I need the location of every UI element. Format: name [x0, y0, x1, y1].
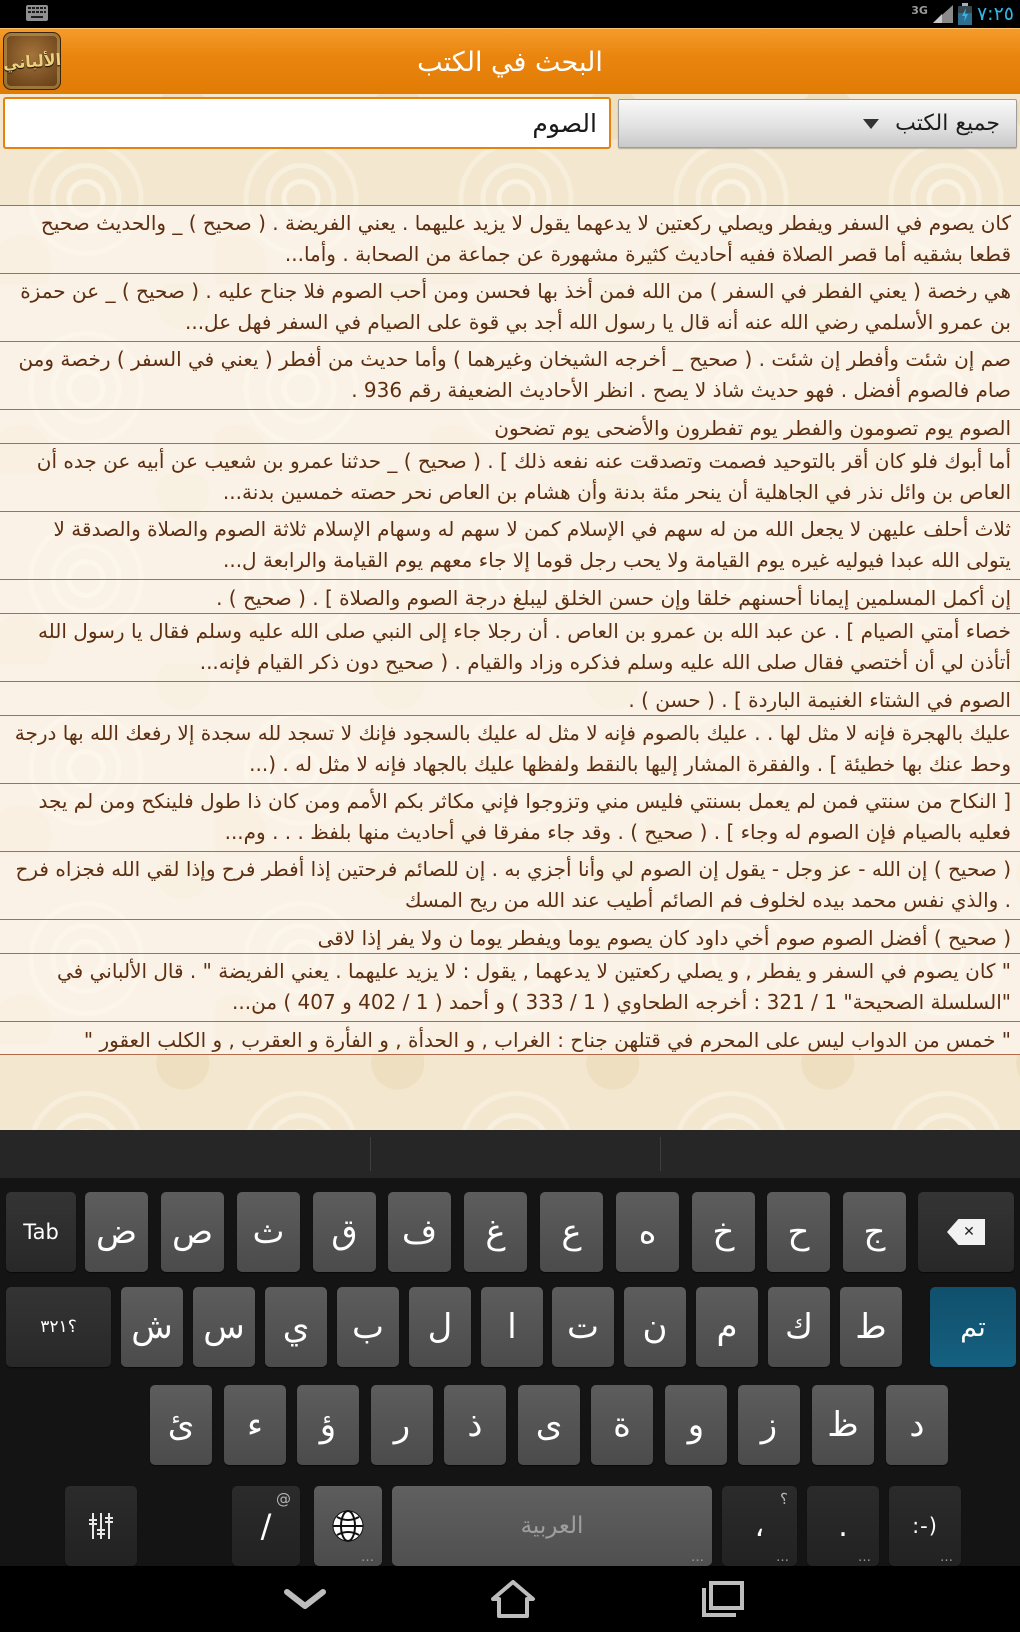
key-letter[interactable]: ص [161, 1192, 224, 1272]
suggestion-divider [660, 1137, 661, 1171]
result-item[interactable]: " كان يصوم في السفر و يفطر , و يصلي ركعتين لا يدعهما , يقول : لا يزيد عليهما . يعني الفريضة " . قال الألباني في "السلسلة الصحيحة" 1 / 321 : أخرجه الطحاوي ( 1 / 333 ) و أحمد ( 1 / 402 و 407 ) من... [0, 953, 1020, 1021]
key-letter[interactable]: ه [616, 1192, 679, 1272]
status-bar [0, 0, 1020, 28]
content-area [0, 94, 1020, 1130]
result-item[interactable]: كان يصوم في السفر ويفطر ويصلي ركعتين لا يدعهما يقول لا يزيد عليهما . يعني الفريضة . ( صحيح ) _ والحديث صحيح قطعا بشقيه أما قصر الصلاة ففيه أحاديث كثيرة مشهورة عن جماعة من الصحابة . وأما... [0, 205, 1020, 273]
result-item[interactable]: الصوم يوم تصومون والفطر يوم تفطرون والأضحى يوم تضحون [0, 409, 1020, 443]
key-letter[interactable]: ئ [150, 1385, 212, 1465]
key-letter[interactable]: س [193, 1287, 255, 1367]
key-letter[interactable]: ث [237, 1192, 300, 1272]
suggestion-divider [370, 1137, 371, 1171]
key-tab[interactable]: Tab [6, 1192, 76, 1272]
key-done[interactable]: تم [930, 1287, 1016, 1367]
result-item[interactable]: أما أبوك فلو كان أقر بالتوحيد فصمت وتصدقت عنه نفعه ذلك ] . ( صحيح ) _ حدثنا عمرو بن شعيب عن أبيه عن جده أن العاص بن وائل نذر في الجاهلية أن ينحر مئة بدنة وأن هشام بن العاص نحر حصته خمسين بدنة... [0, 443, 1020, 511]
settings-sliders-icon [88, 1511, 114, 1541]
key-letter[interactable]: ز [738, 1385, 800, 1465]
key-letter[interactable]: ى [518, 1385, 580, 1465]
key-letter[interactable]: ة [591, 1385, 653, 1465]
app-logo-text: الألباني [2, 49, 62, 73]
key-letter[interactable]: ؤ [297, 1385, 359, 1465]
search-input[interactable] [3, 97, 611, 149]
result-item[interactable]: ( صحيح ) إن الله - عز وجل - يقول إن الصوم لي وأنا أجزي به . إن للصائم فرحتين إذا أفطر فرح وإذا لقي الله فجزاه فرح . والذي نفس محمد بيده لخلوف فم الصائم أطيب عند الله من ريح المسك [0, 851, 1020, 919]
key-letter[interactable]: ض [85, 1192, 148, 1272]
home-button[interactable] [458, 1566, 568, 1632]
key-letter[interactable]: ط [840, 1287, 902, 1367]
keyboard-row-1 [0, 1192, 1020, 1272]
result-item[interactable]: الصوم في الشتاء الغنيمة الباردة ] . ( حسن ) . [0, 681, 1020, 715]
key-letter[interactable]: ب [337, 1287, 399, 1367]
key-letter[interactable]: ح [767, 1192, 830, 1272]
key-letter[interactable]: ت [552, 1287, 614, 1367]
home-icon [490, 1579, 536, 1619]
book-filter-dropdown[interactable] [618, 99, 1017, 148]
book-filter-label: جميع الكتب [895, 111, 1000, 136]
keyboard-status-icon [26, 5, 48, 21]
recents-icon [701, 1580, 745, 1618]
onscreen-keyboard [0, 1130, 1020, 1566]
key-letter[interactable]: ك [768, 1287, 830, 1367]
key-letter[interactable]: ج [843, 1192, 906, 1272]
chevron-down-nav-icon [283, 1588, 327, 1610]
chevron-down-icon [863, 119, 879, 129]
backspace-icon [947, 1219, 985, 1245]
signal-strength-icon [933, 5, 953, 23]
key-backspace[interactable] [918, 1192, 1014, 1272]
key-letter[interactable]: غ [464, 1192, 527, 1272]
key-letter[interactable]: ف [388, 1192, 451, 1272]
key-letter[interactable]: ش [121, 1287, 183, 1367]
result-item[interactable]: ثلاث أحلف عليهن لا يجعل الله من له سهم في الإسلام كمن لا سهم له وسهام الإسلام ثلاثة الصوم والصلاة والصدقة لا يتولى الله عبدا فيوليه غيره يوم القيامة ولا يحب رجل قوما إلا جاء معهم يوم القيامة والرابعة ل... [0, 511, 1020, 579]
key-slash[interactable]: @ / [232, 1486, 300, 1566]
key-letter[interactable]: ق [313, 1192, 376, 1272]
page-title: البحث في الكتب [417, 46, 603, 78]
key-letter[interactable]: ر [371, 1385, 433, 1465]
recents-button[interactable] [668, 1566, 778, 1632]
back-button[interactable] [250, 1566, 360, 1632]
key-letter[interactable]: ذ [444, 1385, 506, 1465]
network-type-label: 3G [911, 3, 928, 17]
result-item[interactable]: [ النكاح من سنتي فمن لم يعمل بسنتي فليس مني وتزوجوا فإني مكاثر بكم الأمم ومن كان ذا طول فلينكح ومن لم يجد فعليه بالصيام فإن الصوم له وجاء ] . ( صحيح ) . وقد جاء مفرقا في أحاديث منها بلفظ . . . وم... [0, 783, 1020, 851]
key-letter[interactable]: ء [224, 1385, 286, 1465]
keyboard-row-4 [0, 1486, 1020, 1566]
keyboard-row-3 [0, 1385, 1020, 1465]
app-header [0, 28, 1020, 94]
key-smiley[interactable]: :-) … [889, 1486, 961, 1566]
keyboard-row-2 [0, 1287, 1020, 1367]
result-item[interactable]: خصاء أمتي الصيام ] . عن عبد الله بن عمرو بن العاص . أن رجلا جاء إلى النبي صلى الله عليه وسلم فقال يا رسول الله أتأذن لي أن أختصي فقال صلى الله عليه وسلم فذكره وزاد والقيام . ( صحيح دون ذكر القيام فإنه... [0, 613, 1020, 681]
key-letter[interactable]: ل [409, 1287, 471, 1367]
key-language-globe[interactable] [314, 1486, 382, 1566]
suggestion-strip [0, 1130, 1020, 1178]
key-letter[interactable]: م [696, 1287, 758, 1367]
search-results-list [0, 205, 1020, 1055]
globe-icon [331, 1509, 365, 1543]
key-symbols[interactable]: ؟٣٢١ [6, 1287, 111, 1367]
key-letter[interactable]: و [665, 1385, 727, 1465]
key-letter[interactable]: ا [481, 1287, 543, 1367]
key-comma[interactable]: ؟ ، … [722, 1486, 797, 1566]
result-item[interactable]: ( صحيح ) أفضل الصوم صوم أخي داود كان يصوم يوما ويفطر يوما ن ولا يفر إذا لاقى [0, 919, 1020, 953]
result-item[interactable]: هي رخصة ( يعني الفطر في السفر ) من الله فمن أخذ بها فحسن ومن أحب الصوم فلا جناح عليه . ( صحيح ) _ عن حمزة بن عمرو الأسلمي رضي الله عنه أنه قال يا رسول الله أجد بي قوة على الصيام في السفر فهل عل... [0, 273, 1020, 341]
system-nav-bar [0, 1566, 1020, 1632]
result-item[interactable]: " خمس من الدواب ليس على المحرم في قتلهن جناح : الغراب , و الحدأة , و الفأرة و العقرب , و الكلب العقور " [0, 1021, 1020, 1055]
clock: ٧:٢٥ [976, 3, 1014, 25]
key-letter[interactable]: ي [265, 1287, 327, 1367]
key-space[interactable]: العربية … [392, 1486, 712, 1566]
key-settings[interactable] [65, 1486, 137, 1566]
key-letter[interactable]: ن [624, 1287, 686, 1367]
key-letter[interactable]: د [886, 1385, 948, 1465]
result-item[interactable]: إن أكمل المسلمين إيمانا أحسنهم خلقا وإن حسن الخلق ليبلغ درجة الصوم والصلاة ] . ( صحيح ) . [0, 579, 1020, 613]
result-item[interactable]: عليك بالهجرة فإنه لا مثل لها . . عليك بالصوم فإنه لا مثل له عليك بالسجود فإنك لا تسجد لله سجدة إلا رفعك الله بها درجة وحط عنك بها خطيئة ] . والفقرة المشار إليها بالنقط ولفظها عليك بالجهاد فإنه لا مثل له . (... [0, 715, 1020, 783]
result-item[interactable]: صم إن شئت وأفطر إن شئت . ( صحيح _ أخرجه الشيخان وغيرهما ) وأما حديث من أفطر ( يعني في السفر ) رخصة ومن صام فالصوم أفضل . فهو حديث شاذ لا يصح . انظر الأحاديث الضعيفة رقم 936 . [0, 341, 1020, 409]
key-period[interactable]: . … [807, 1486, 879, 1566]
key-letter[interactable]: خ [692, 1192, 755, 1272]
battery-charging-icon [958, 3, 972, 25]
key-letter[interactable]: ظ [812, 1385, 874, 1465]
key-letter[interactable]: ع [540, 1192, 603, 1272]
